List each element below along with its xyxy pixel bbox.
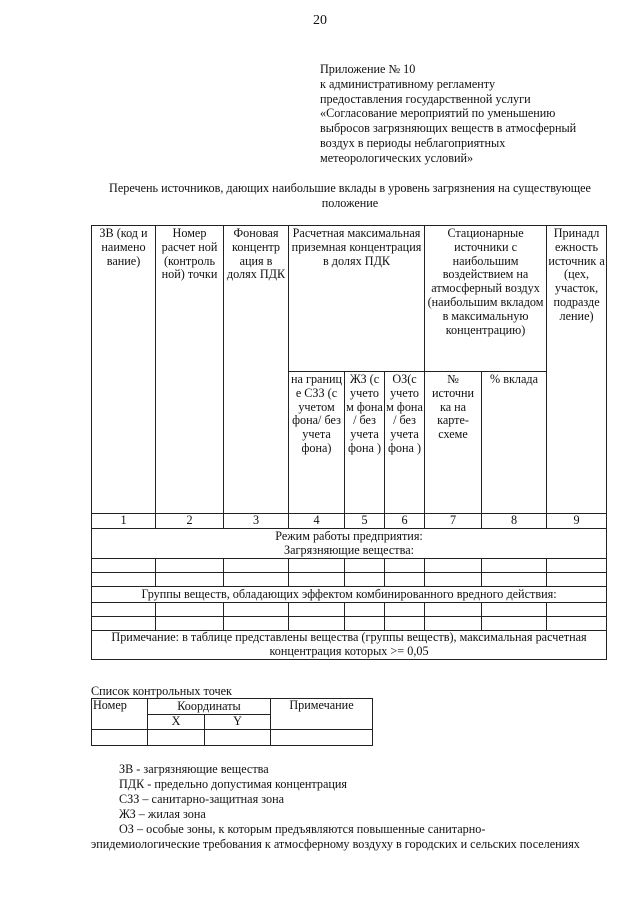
- column-number: 8: [482, 514, 547, 529]
- legend-oz-first-line: ОЗ – особые зоны, к которым предъявляются повышенные санитарно-: [119, 822, 486, 836]
- header-number: Номер: [92, 699, 148, 730]
- header-calc-concentration: Расчетная максимальная приземная концентрация в долях ПДК: [289, 226, 425, 372]
- header-source-ownership: Принадл ежность источник а (цех, участок, подразде ление): [547, 226, 607, 514]
- page-number: 20: [313, 13, 327, 28]
- control-points-caption: Список контрольных точек: [91, 684, 232, 698]
- appendix-header: [320, 62, 620, 166]
- appendix-line: воздух в периоды неблагоприятных: [320, 135, 506, 150]
- table-row: [92, 573, 607, 587]
- column-number: 6: [385, 514, 425, 529]
- pollutants-label: Загрязняющие вещества:: [284, 542, 414, 557]
- operating-mode-label: Режим работы предприятия:: [275, 528, 423, 543]
- appendix-line: «Согласование мероприятий по уменьшению: [320, 106, 556, 121]
- header-szz: на границ е СЗЗ (с учетом фона/ без учета фона): [289, 372, 345, 514]
- header-note: Примечание: [271, 699, 373, 730]
- abbreviations-legend: [119, 762, 347, 822]
- legend-pdk: ПДК - предельно допустимая концентрация: [119, 777, 348, 791]
- sources-table: [91, 225, 607, 660]
- header-substance: ЗВ (код и наимено вание): [92, 226, 156, 514]
- header-point-number: Номер расчет ной (контроль ной) точки: [156, 226, 224, 514]
- column-number: 3: [224, 514, 289, 529]
- document-title: Перечень источников, дающих наибольшие вклады в уровень загрязнения на существующее положение: [109, 181, 591, 210]
- appendix-line: к административному регламенту: [320, 76, 496, 91]
- header-zhz: ЖЗ (с учето м фона / без учета фона ): [345, 372, 385, 514]
- column-number: 9: [547, 514, 607, 529]
- header-coordinates: Координаты: [148, 699, 271, 715]
- table-row: [92, 559, 607, 573]
- table-note: Примечание: в таблице представлены вещества (группы веществ), максимальная расчетная концентрация которых >= 0,05: [92, 631, 607, 660]
- header-contribution: % вклада: [482, 372, 547, 514]
- header-x: X: [148, 715, 205, 730]
- column-number: 1: [92, 514, 156, 529]
- substance-groups-row: Группы веществ, обладающих эффектом комбинированного вредного действия:: [92, 587, 607, 603]
- table-row: [92, 603, 607, 617]
- operating-mode-row: [92, 529, 607, 559]
- control-points-table: [91, 698, 373, 746]
- header-background: Фоновая концентр ация в долях ПДК: [224, 226, 289, 514]
- appendix-line: выбросов загрязняющих веществ в атмосферный: [320, 121, 577, 136]
- legend-zhz: ЖЗ – жилая зона: [119, 807, 206, 821]
- legend-oz-continuation: эпидемиологические требования к атмосферному воздуху в городских и сельских поселениях: [91, 837, 580, 851]
- table-row: [92, 617, 607, 631]
- appendix-line: Приложение № 10: [320, 62, 416, 76]
- legend-zv: ЗВ - загрязняющие вещества: [119, 762, 269, 776]
- header-oz: ОЗ(с учето м фона / без учета фона ): [385, 372, 425, 514]
- column-number: 5: [345, 514, 385, 529]
- column-number: 2: [156, 514, 224, 529]
- header-y: Y: [205, 715, 271, 730]
- column-number: 7: [425, 514, 482, 529]
- table-row: [92, 729, 373, 745]
- header-stationary-sources: Стационарные источники с наибольшим воздействием на атмосферный воздух (наибольшим вкладом в максимальную концентрацию): [425, 226, 547, 372]
- appendix-line: предоставления государственной услуги: [320, 91, 531, 106]
- appendix-line: метеорологических условий»: [320, 150, 474, 165]
- legend-szz: СЗЗ – санитарно-защитная зона: [119, 792, 285, 806]
- column-number: 4: [289, 514, 345, 529]
- header-source-number: № источни ка на карте- схеме: [425, 372, 482, 514]
